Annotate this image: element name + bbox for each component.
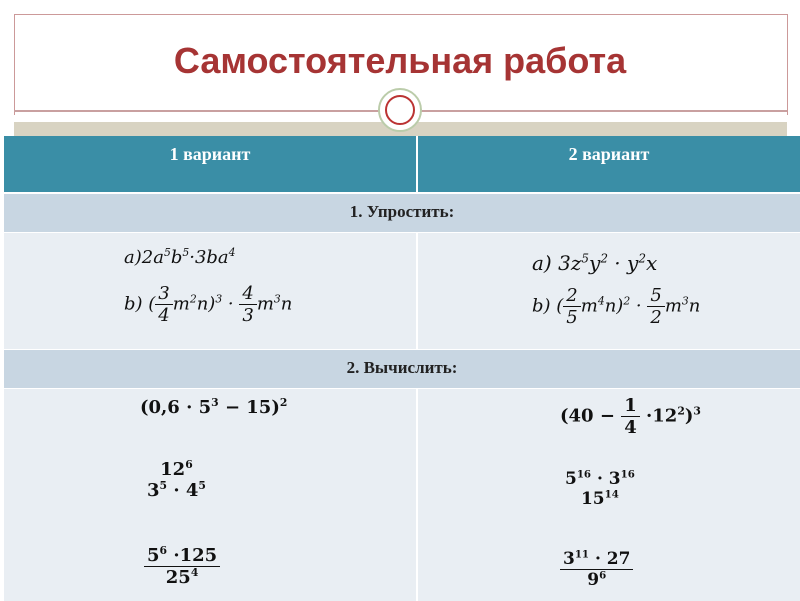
simplify-body <box>4 232 800 349</box>
v2-simplify-a: a) $3z^5y^2 \cdot y^2x$ <box>532 251 658 275</box>
section-simplify: 1. Упростить: <box>4 193 800 232</box>
header-variant-2: 2 вариант <box>418 136 800 192</box>
header-variant-1: 1 вариант <box>4 136 416 192</box>
v1-simplify-a: $a)2a^5b^5\cdot 3ba^4$ <box>124 246 236 268</box>
v1-compute-2: $12^6$ $3^5 \cdot 4^5$ <box>147 458 206 501</box>
circle-ornament-icon <box>378 88 422 132</box>
v2-compute-3: $\frac{3^{11} \cdot 27}{9^6}$ <box>560 549 633 590</box>
page-title: Самостоятельная работа <box>173 40 627 81</box>
v2-compute-2: $5^{16} \cdot 3^{16}$ $15^{14}$ <box>565 468 635 509</box>
compute-body <box>4 388 800 601</box>
v2-compute-1: (40 − $\frac{1}{4}$ $\cdot 12^2)^3$ <box>560 395 701 438</box>
v1-compute-3: $\frac{5^6 \cdot 125}{25^4}$ <box>144 545 220 588</box>
v2-simplify-b: b) ( $\frac{2}{5}$ $m^4n)^2$ · $\frac{5}{2}$ $m^3n$ <box>532 285 701 328</box>
v1-compute-1: $(0,6 \cdot 5^3 - 15)^2$ <box>140 396 288 418</box>
v1-simplify-b: b) ( $\frac{3}{4}$ $m^2n)^3$ · $\frac{4}{3}$ $m^3n$ <box>124 283 293 326</box>
section-compute: 2. Вычислить: <box>4 349 800 388</box>
